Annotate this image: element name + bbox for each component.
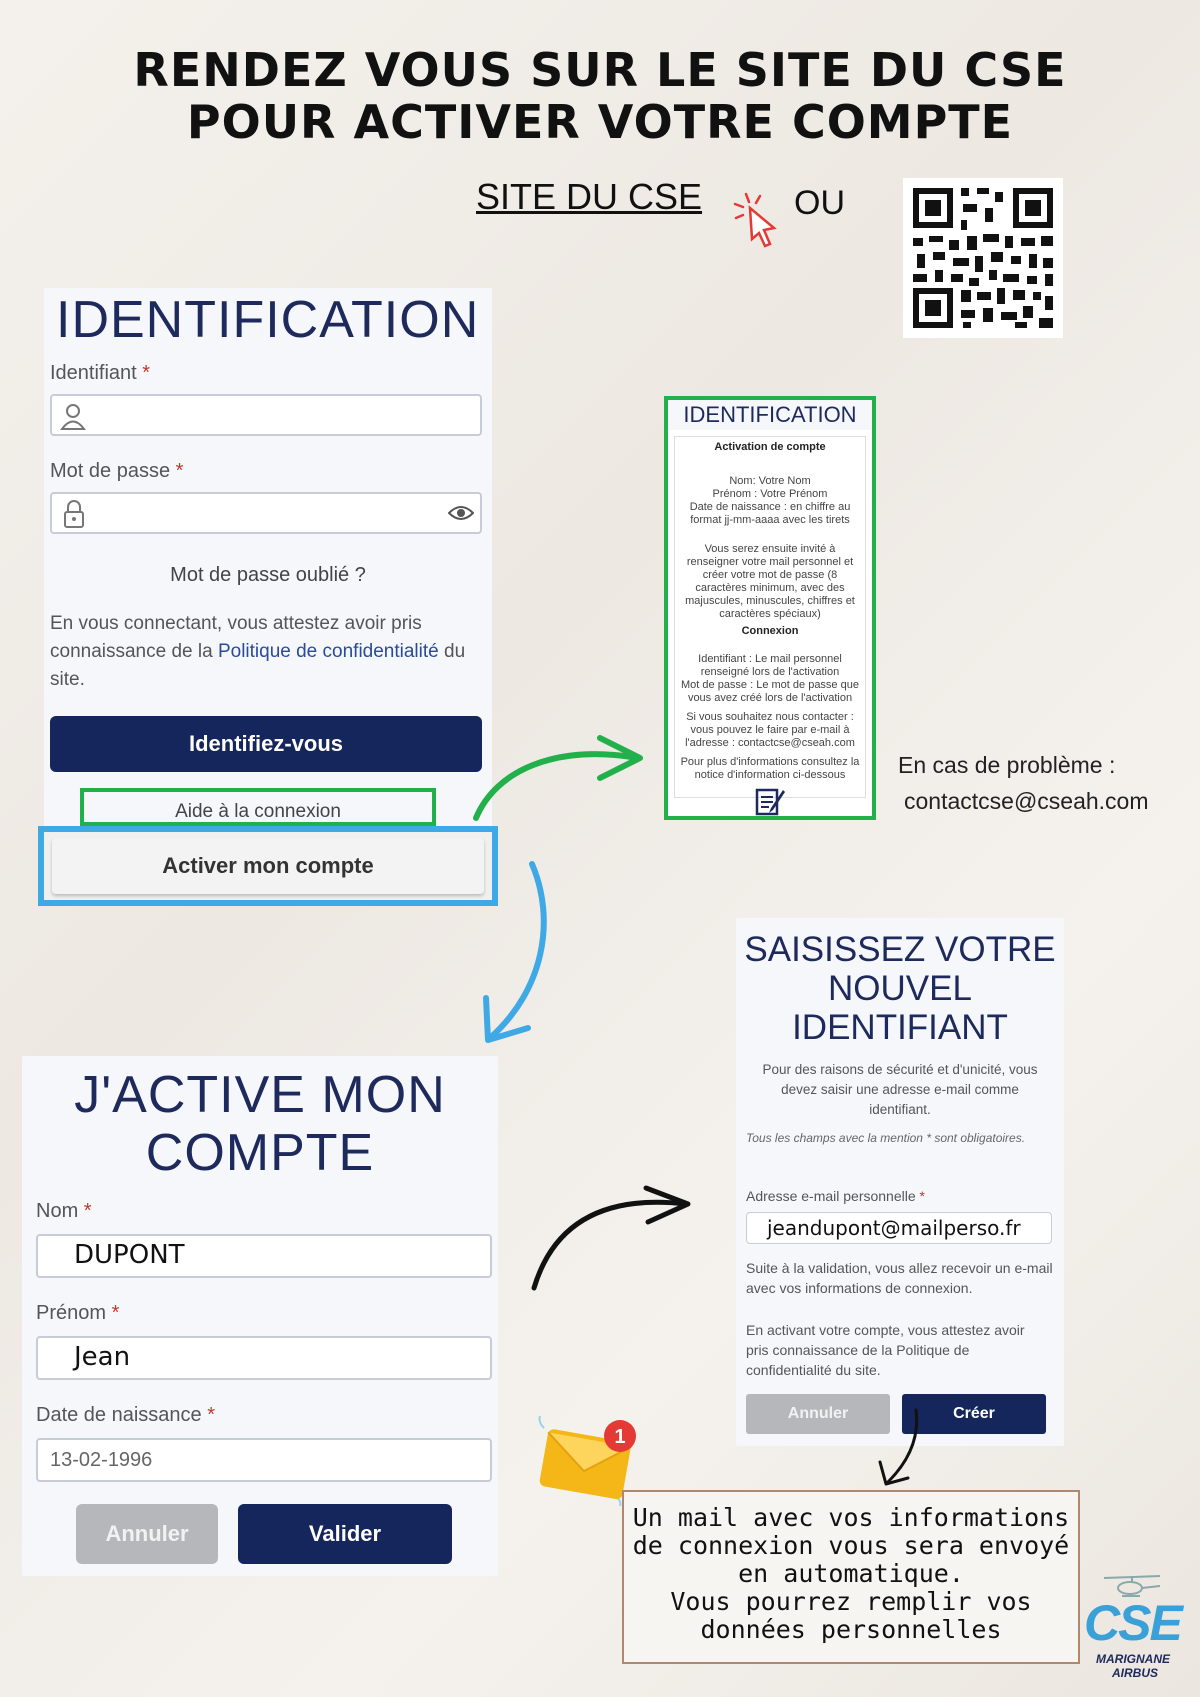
identifiant-input[interactable] [50,394,482,436]
new-identifier-title: SAISISSEZ VOTRE NOUVEL IDENTIFIANT [744,930,1056,1047]
login-button[interactable]: Identifiez-vous [50,716,482,772]
activation-info-popup [664,396,876,820]
document-icon[interactable] [753,786,787,816]
activate-form-title: J'ACTIVE MON COMPTE [74,1066,446,1182]
after-validation-text: Suite à la validation, vous allez recevoir un e-mail avec vos informations de connexion. [746,1260,1053,1296]
mail-info-line-3: en automatique. [738,1559,964,1588]
birth-date-input[interactable]: 13-02-1996 [36,1438,492,1482]
lock-icon [62,499,86,529]
activation-text-3: Date de naissance : en chiffre au format jj-mm-aaaa avec les tirets [689,501,851,526]
contact-text: Si vous souhaitez nous contacter : vous pouvez le faire par e-mail à l'adresse : contactcse@cseah.com [685,711,855,749]
mail-info-line-2: de connexion vous sera envoyé [632,1531,1070,1560]
black-arrow [528,1178,692,1298]
cse-logo [1082,1566,1192,1690]
email-input[interactable]: jeandupont@mailperso.fr [746,1212,1052,1244]
site-link[interactable]: SITE DU CSE [476,176,703,217]
notification-badge: 1 [614,1426,626,1448]
activation-text-4: Vous serez ensuite invité à renseigner votre mail personnel et créer votre mot de passe (8 caractères minimum, avec des majuscules, minuscules, chiffres et caractères spéciaux) [685,543,855,620]
activate-account-button[interactable]: Activer mon compte [52,838,484,894]
new-identifier-panel [736,918,1064,1446]
login-panel [44,288,492,828]
mail-info-line-5: données personnelles [700,1615,1002,1644]
prenom-label: Prénom * [36,1302,120,1324]
mail-info-line-1: Un mail avec vos informations [632,1503,1070,1532]
activate-account-highlight [38,826,498,906]
create-button[interactable]: Créer [902,1394,1046,1434]
green-arrow [466,730,646,830]
password-label: Mot de passe * [50,460,184,482]
logo-line-1: MARIGNANE [1096,1652,1170,1666]
new-id-cancel-button[interactable]: Annuler [746,1394,890,1434]
nom-label: Nom * [36,1200,92,1222]
birth-date-label: Date de naissance * [36,1404,216,1426]
problem-label: En cas de problème : [898,752,1116,778]
help-button[interactable]: Aide à la connexion [80,788,436,826]
new-identifier-intro: Pour des raisons de sécurité et d'unicité, vous devez saisir une adresse e-mail comme identifiant. [762,1062,1038,1117]
activate-form-panel [22,1056,498,1576]
nom-input[interactable]: DUPONT [36,1234,492,1278]
user-icon [60,402,86,430]
activation-text-1: Nom: Votre Nom [729,475,811,487]
identifiant-label: Identifiant * [50,362,151,384]
blue-arrow [480,860,570,1045]
page-title [0,44,1200,148]
login-notice: En vous connectant, vous attestez avoir pris connaissance de la Politique de confidentialité du site. [50,613,466,690]
or-text: OU [794,184,845,222]
prenom-input[interactable]: Jean [36,1336,492,1380]
cursor-click-icon [732,190,792,254]
problem-email[interactable]: contactcse@cseah.com [904,788,1149,814]
title-line-1: RENDEZ VOUS SUR LE SITE DU CSE [133,43,1067,97]
more-info-text: Pour plus d'informations consultez la notice d'information ci-dessous [680,756,860,781]
required-note: Tous les champs avec la mention * sont obligatoires. [746,1131,1026,1145]
mail-info-box [622,1490,1080,1664]
validate-button[interactable]: Valider [238,1504,452,1564]
activation-heading: Activation de compte [714,441,826,453]
activation-text-2: Prénom : Votre Prénom [712,488,828,500]
popup-title: IDENTIFICATION [668,400,872,430]
logo-brand: CSE [1084,1595,1181,1651]
forgot-password-link[interactable]: Mot de passe oublié ? [170,564,366,586]
connexion-text-1: Identifiant : Le mail personnel renseigné lors de l'activation [698,653,842,678]
email-label: Adresse e-mail personnelle * [746,1188,925,1204]
mail-info-line-4: Vous pourrez remplir vos [670,1587,1032,1616]
login-title: IDENTIFICATION [56,291,480,349]
connexion-text-2: Mot de passe : Le mot de passe que vous avez créé lors de l'activation [681,679,859,704]
qr-code[interactable] [903,178,1063,338]
small-arrow [872,1406,928,1488]
consent-text: En activant votre compte, vous attestez avoir pris connaissance de la Politique de confidentialité du site. [746,1322,1025,1378]
connexion-heading: Connexion [741,625,799,637]
privacy-policy-link[interactable]: Politique de confidentialité [217,641,439,662]
logo-line-2: AIRBUS [1112,1666,1159,1680]
title-line-2: POUR ACTIVER VOTRE COMPTE [186,95,1014,149]
eye-icon[interactable] [448,504,474,522]
cancel-button[interactable]: Annuler [76,1504,218,1564]
password-input[interactable] [50,492,482,534]
